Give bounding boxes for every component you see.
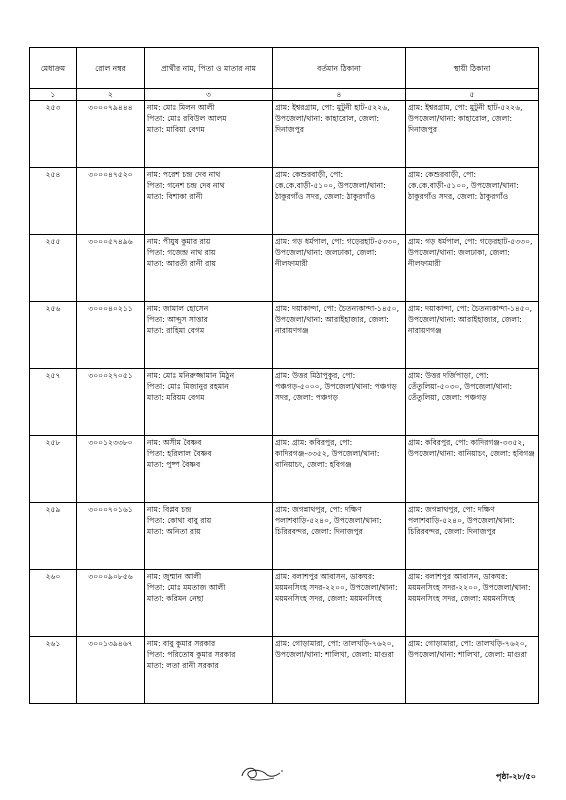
father-name: পিতা: পরিতোষ কুমার সরকার <box>147 650 236 659</box>
table-row <box>30 637 539 704</box>
permanent-address-cell: গ্রাম: কবিরপুর, পো: কাদিরগঞ্জ-৩৩৫২, উপজেলা/থানা: বানিয়াচং, জেলা: হবিগঞ্জ <box>406 436 539 503</box>
father-name: পিতা: মোঃ রবিউল আলম <box>147 114 227 123</box>
column-number-row <box>30 89 539 101</box>
serial-cell: ২৫৯ <box>30 503 77 570</box>
mother-name: মাতা: পুষ্প বৈষ্ণব <box>147 460 201 469</box>
header-serial: মেধাক্রম <box>30 48 77 89</box>
table-row <box>30 101 539 168</box>
serial-cell: ২৬১ <box>30 637 77 704</box>
candidate-name: নাম: মোঃ মনিরুজ্জামান মিঠুন <box>147 371 235 380</box>
mother-name: মাতা: রাহিমা বেগম <box>147 326 205 335</box>
column-number: ১ <box>30 89 77 101</box>
header-permanent-address: স্থায়ী ঠিকানা <box>406 48 539 89</box>
candidate-cell <box>145 503 273 570</box>
mother-name: মাতা: অনিতা রায় <box>147 527 201 536</box>
present-address-cell: গ্রাম: দয়াকান্দা, পো: চৈতন্যকান্দা-১৪৫০, উপজেলা/থানা: আরাইহাজার, জেলা: নারায়ণগঞ্জ <box>273 302 406 369</box>
present-address-cell: গ্রাম: উত্তর মিঠাপুকুর, পো: পঞ্চগড়-৫০০০, উপজেলা/থানা: পঞ্চগড় সদর, জেলা: পঞ্চগড় <box>273 369 406 436</box>
present-address-cell: গ্রাম: ইশ্বরগ্রাম, পো: মুটুনী হাট-৫২২৬, উপজেলা/থানা: কাহারোল, জেলা: দিনাজপুর <box>273 101 406 168</box>
permanent-address-cell: গ্রাম: ইশ্বরগ্রাম, পো: মুটুনী হাট-৫২২৬, উপজেলা/থানা: কাহারোল, জেলা: দিনাজপুর <box>406 101 539 168</box>
present-address-cell: গ্রাম: গ্রাম: কবিরপুর, পো: কাদিরগঞ্জ-৩৩৫২, উপজেলা/থানা: বানিয়াচং, জেলা: হবিগঞ্জ <box>273 436 406 503</box>
column-number: ৫ <box>406 89 539 101</box>
permanent-address-cell: গ্রাম: কেশুরবাড়ী, পো: কে.কে.বাড়ী-৫১০০, উপজেলা/থানা: ঠাকুরগাঁও সদর, জেলা: ঠাকুরগাঁও <box>406 168 539 235</box>
table-row <box>30 570 539 637</box>
mother-name: মাতা: করিমন নেছা <box>147 594 204 603</box>
candidate-name: নাম: জামাল হোসেন <box>147 304 209 313</box>
mother-name: মাতা: মরিয়ম বেগম <box>147 393 205 402</box>
mother-name: মাতা: লতা রানী সরকার <box>147 661 219 670</box>
table-row <box>30 168 539 235</box>
candidate-cell <box>145 369 273 436</box>
roll-number-cell: ৩০০০২৭০৫১ <box>77 369 145 436</box>
roll-number-cell: ৩০০১২৩৩৮০ <box>77 436 145 503</box>
father-name: পিতা: আব্দুস সাত্তার <box>147 315 208 324</box>
signature-mark <box>236 762 286 784</box>
father-name: পিতা: গজেন্দ্র নাথ রায় <box>147 248 216 257</box>
serial-cell: ২৫৭ <box>30 369 77 436</box>
candidate-name: নাম: জুম্মান আলী <box>147 572 202 581</box>
table-header-row <box>30 48 539 89</box>
roll-number-cell: ৩০০০৭৯৪৪৪ <box>77 101 145 168</box>
serial-cell: ২৫৪ <box>30 168 77 235</box>
present-address-cell: গ্রাম: গোড়ামারা, পো: তালখড়ি-৭৬২০, উপজেলা/থানা: শালিখা, জেলা: মাগুরা <box>273 637 406 704</box>
roll-number-cell: ৩০০০৯০৮৫৬ <box>77 570 145 637</box>
candidate-cell <box>145 637 273 704</box>
header-name: প্রার্থীর নাম, পিতা ও মাতার নাম <box>145 48 273 89</box>
mother-name: মাতা: মাবিয়া বেগম <box>147 125 205 134</box>
candidate-cell <box>145 235 273 302</box>
candidate-name: নাম: অসীম বৈষ্ণব <box>147 438 202 447</box>
candidate-name: নাম: বিপ্লব চন্দ্র <box>147 505 192 514</box>
header-roll: রোল নম্বর <box>77 48 145 89</box>
father-name: পিতা: মোঃ মমতাজ আলী <box>147 583 226 592</box>
candidate-name: নাম: বাবু কুমার সরকার <box>147 639 216 648</box>
father-name: পিতা: হরিলাল বৈষ্ণব <box>147 449 212 458</box>
father-name: পিতা: মোঃ মিজানুর রহমান <box>147 382 229 391</box>
roll-number-cell: ৩০০০৪৭৫২০ <box>77 168 145 235</box>
column-number: ২ <box>77 89 145 101</box>
serial-cell: ২৫৩ <box>30 101 77 168</box>
candidate-cell <box>145 101 273 168</box>
table-row <box>30 436 539 503</box>
father-name: পিতা: গনেশ চন্দ্র দেব নাথ <box>147 181 225 190</box>
table-row <box>30 235 539 302</box>
father-name: পিতা: কোথা বাবু রায় <box>147 516 212 525</box>
roll-number-cell: ৩০০১৩৯৪৬৭ <box>77 637 145 704</box>
table-row <box>30 369 539 436</box>
column-number: ৪ <box>273 89 406 101</box>
mother-name: মাতা: আরতী রানী রায় <box>147 259 216 268</box>
present-address-cell: গ্রাম: বলাশপুর আবাসন, ডাকঘর: ময়মনসিংহ সদর-২২০০, উপজেলা/থানা: ময়মনসিংহ সদর, জেলা: ময়মনসিংহ <box>273 570 406 637</box>
table-row <box>30 302 539 369</box>
candidate-cell <box>145 436 273 503</box>
candidate-cell <box>145 570 273 637</box>
roll-number-cell: ৩০০০৭০১৬১ <box>77 503 145 570</box>
permanent-address-cell: গ্রাম: বলাশপুর আবাসন, ডাকঘর: ময়মনসিংহ সদর-২২০০, উপজেলা/থানা: ময়মনসিংহ সদর, জেলা: ময়মনসিংহ <box>406 570 539 637</box>
permanent-address-cell: গ্রাম: দয়াকান্দা, পো: চৈতন্যকান্দা-১৪৫০, উপজেলা/থানা: আরাইহাজার, জেলা: নারায়ণগঞ্জ <box>406 302 539 369</box>
present-address-cell: গ্রাম: কেশুরবাড়ী, পো: কে.কে.বাড়ী-৫১০০, উপজেলা/থানা: ঠাকুরগাঁও সদর, জেলা: ঠাকুরগাঁও <box>273 168 406 235</box>
serial-cell: ২৫৫ <box>30 235 77 302</box>
column-number: ৩ <box>145 89 273 101</box>
present-address-cell: গ্রাম: গড় ধর্মপাল, পো: গড়েরহাট-৫৩৩০, উপজেলা/থানা: জলঢাকা, জেলা: নীলফামারী <box>273 235 406 302</box>
roll-number-cell: ৩০০০৪০২১১ <box>77 302 145 369</box>
candidate-table <box>29 47 539 704</box>
candidate-name: নাম: পরেশ চন্দ্র দেব নাথ <box>147 170 221 179</box>
candidate-name: নাম: পীযুষ কুমার রায় <box>147 237 211 246</box>
permanent-address-cell: গ্রাম: গড় ধর্মপাল, পো: গড়েরহাট-৫৩৩০, উপজেলা/থানা: জলঢাকা, জেলা: নীলফামারী <box>406 235 539 302</box>
header-present-address: বর্তমান ঠিকানা <box>273 48 406 89</box>
serial-cell: ২৫৮ <box>30 436 77 503</box>
candidate-cell <box>145 302 273 369</box>
serial-cell: ২৫৬ <box>30 302 77 369</box>
permanent-address-cell: গ্রাম: গোড়ামারা, পো: তালখড়ি-৭৬২০, উপজেলা/থানা: শালিখা, জেলা: মাগুরা <box>406 637 539 704</box>
mother-name: মাতা: বিশাকা রানী <box>147 192 203 201</box>
candidate-cell <box>145 168 273 235</box>
permanent-address-cell: গ্রাম: জগন্নাথপুর, পো: দক্ষিণ পলাশবাড়ি-৫২৪০, উপজেলা/থানা: চিরিরবন্দর, জেলা: দিনাজপুর <box>406 503 539 570</box>
permanent-address-cell: গ্রাম: উত্তর দর্জিপাড়া, পো: তেঁতুলিয়া-৫০৩০, উপজেলা/থানা: তেঁতুলিয়া, জেলা: পঞ্চগড় <box>406 369 539 436</box>
page-number: পৃষ্ঠা-২৮/৫০ <box>496 772 536 781</box>
present-address-cell: গ্রাম: জগন্নাথপুর, পো: দক্ষিণ পলাশবাড়ি-৫২৪০, উপজেলা/থানা: চিরিরবন্দর, জেলা: দিনাজপুর <box>273 503 406 570</box>
table-row <box>30 503 539 570</box>
roll-number-cell: ৩০০০৫৭৪৯৬ <box>77 235 145 302</box>
candidate-name: নাম: মোঃ মিলন আলী <box>147 103 215 112</box>
serial-cell: ২৬০ <box>30 570 77 637</box>
